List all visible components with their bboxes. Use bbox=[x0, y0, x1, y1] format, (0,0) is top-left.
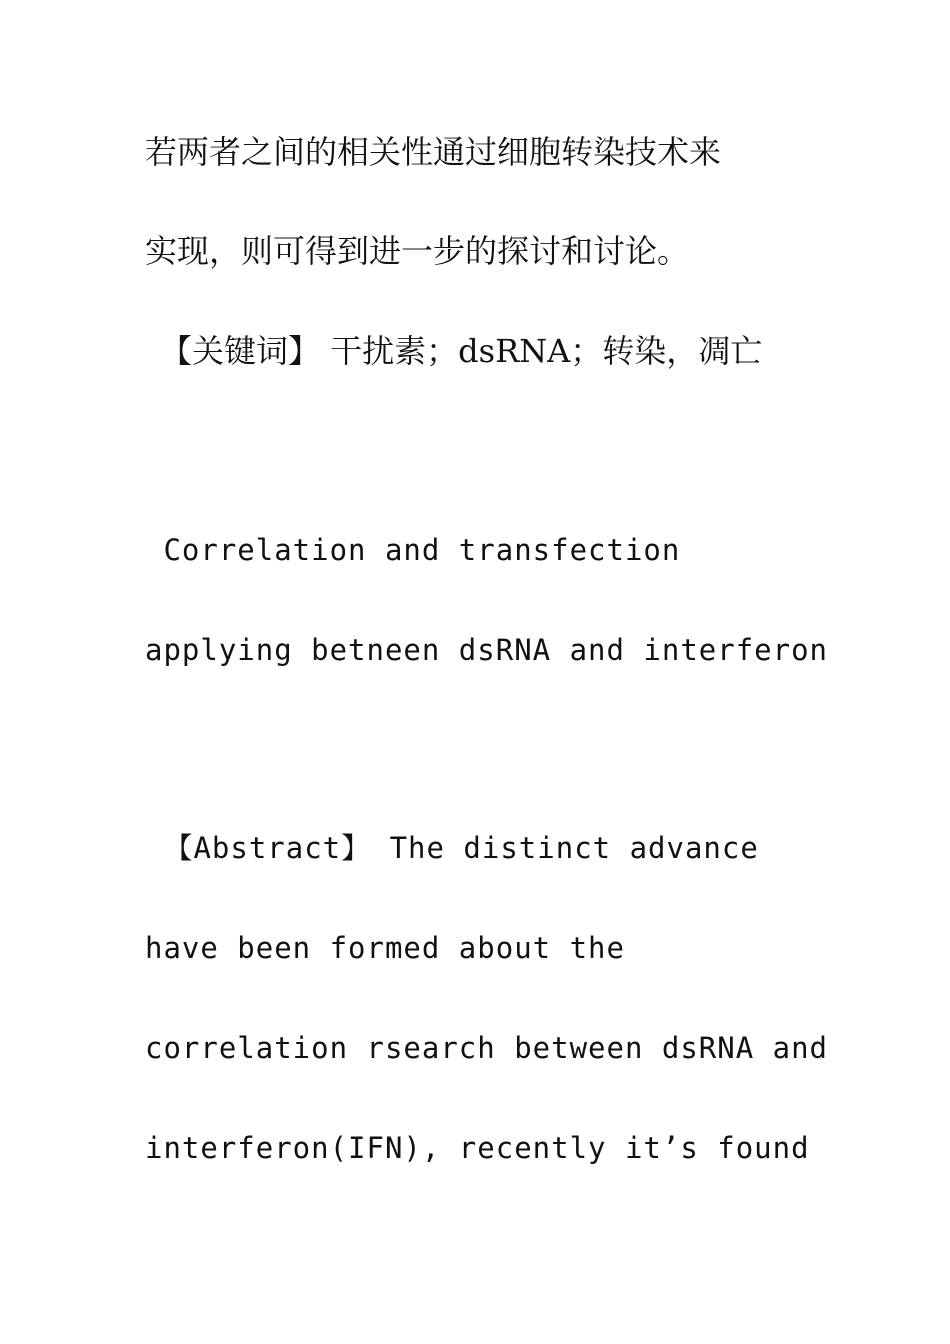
cn-paragraph-line-1: 若两者之间的相关性通过细胞转染技术来 bbox=[145, 133, 722, 171]
abstract-line-4: interferon(IFN), recently it’s found bbox=[145, 1131, 810, 1165]
abstract-line-3: correlation rsearch between dsRNA and bbox=[145, 1031, 829, 1065]
keywords-line: 【关键词】 干扰素；dsRNA；转染，凋亡 bbox=[160, 332, 763, 370]
abstract-line-2: have been formed about the bbox=[145, 931, 625, 965]
english-title-line-2: applying betneen dsRNA and interferon bbox=[145, 633, 829, 667]
abstract-line-1: 【Abstract】 The distinct advance bbox=[145, 831, 759, 865]
cn-paragraph-line-2: 实现，则可得到进一步的探讨和讨论。 bbox=[145, 232, 690, 270]
english-title-line-1: Correlation and transfection bbox=[145, 533, 681, 567]
